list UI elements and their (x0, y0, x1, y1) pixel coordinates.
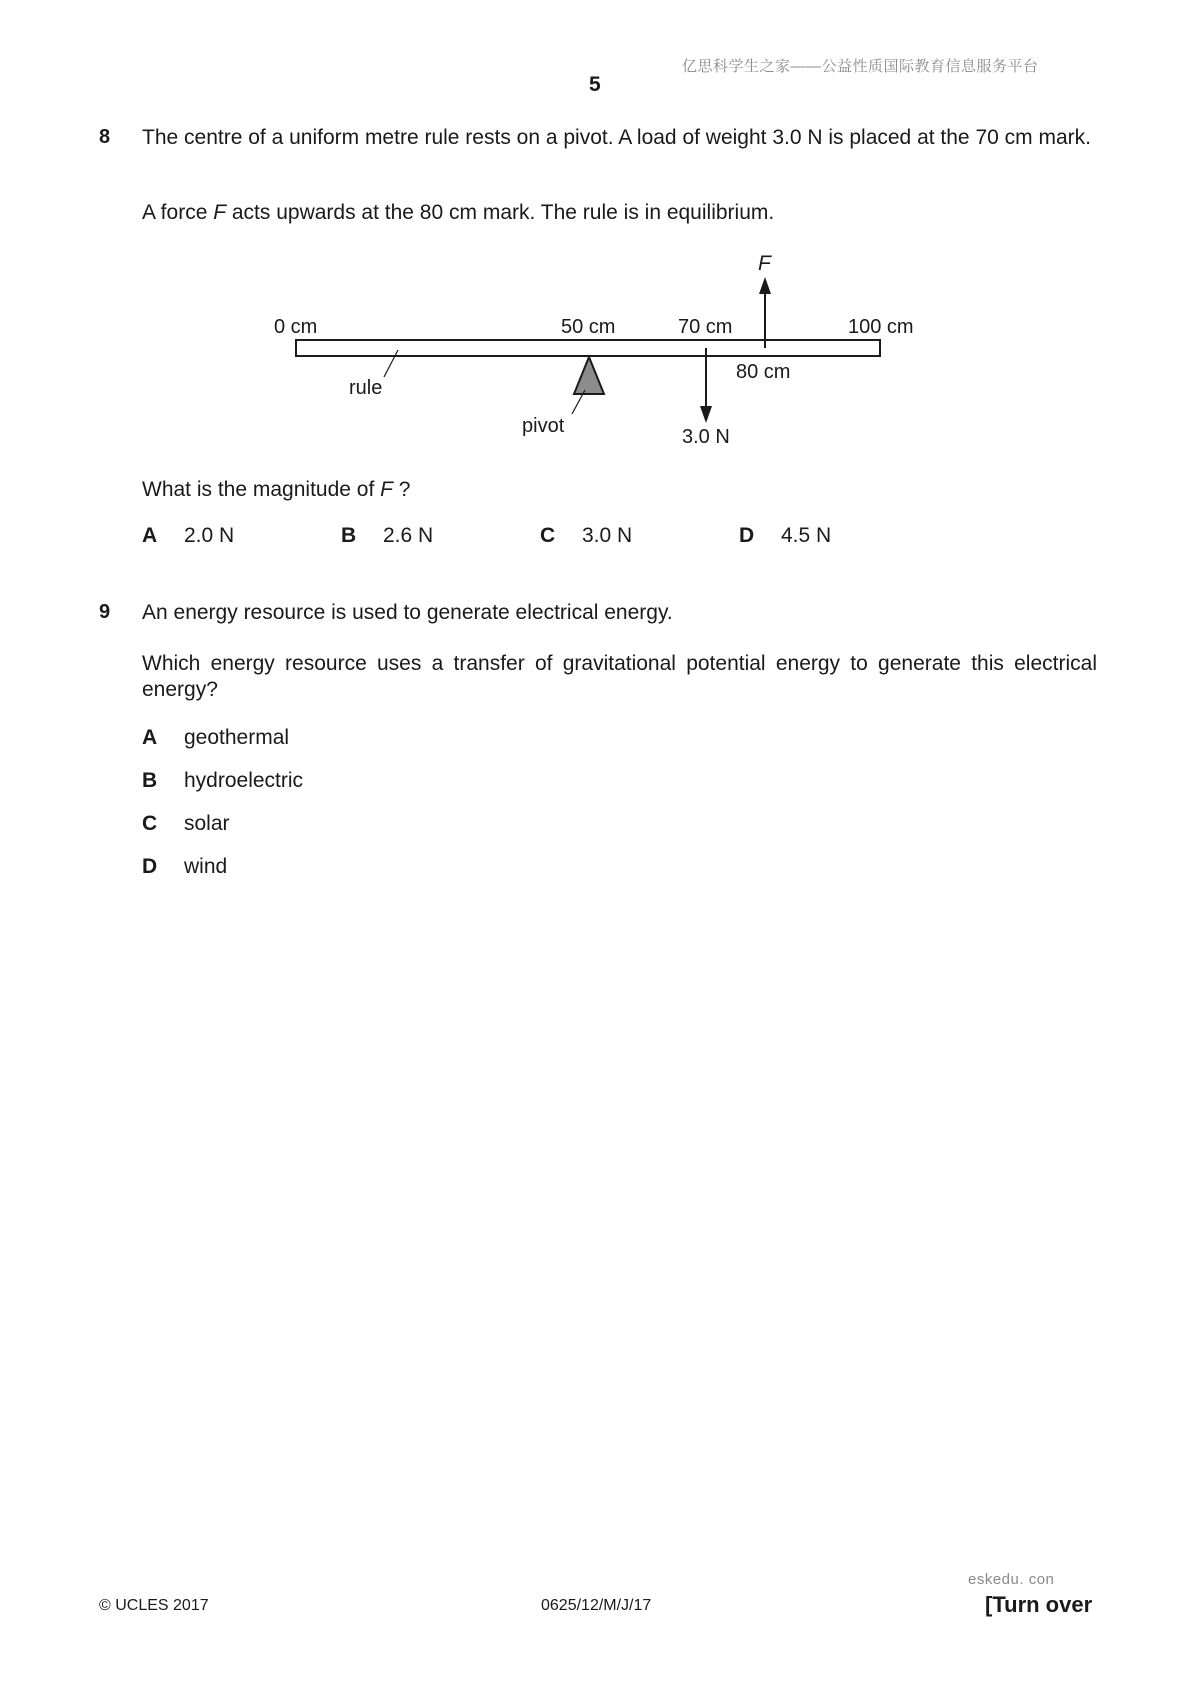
question-9-stem: An energy resource is used to generate electrical energy. (142, 601, 673, 624)
q9-option-d-text: wind (184, 855, 228, 878)
prompt-pre: What is the magnitude of (142, 478, 381, 501)
q8-option-b-letter: B (341, 524, 357, 547)
question-8-stem: The centre of a uniform metre rule rests on a pivot. A load of weight 3.0 N is placed at the 70 cm mark. (142, 126, 1091, 149)
question-9-number: 9 (99, 601, 111, 623)
stem2-pre: A force (142, 201, 214, 224)
label-0cm: 0 cm (274, 316, 318, 338)
q9-option-d-letter: D (142, 855, 158, 878)
label-force-F: F (758, 252, 771, 275)
pivot-triangle (574, 357, 604, 394)
metre-rule-diagram (0, 0, 1190, 460)
footer-paper-code: 0625/12/M/J/17 (541, 1597, 652, 1614)
stem2-force-symbol: F (213, 201, 227, 224)
label-pivot: pivot (522, 415, 565, 437)
question-9-prompt: Which energy resource uses a transfer of gravitational potential energy to generate this electrical energy? (142, 652, 1097, 701)
question-8-number: 8 (99, 126, 111, 148)
footer-copyright: © UCLES 2017 (99, 1597, 209, 1614)
footer-turn-over: [Turn over (985, 1592, 1093, 1617)
q9-option-c-letter: C (142, 812, 158, 835)
label-80cm: 80 cm (736, 361, 791, 383)
label-load: 3.0 N (682, 426, 730, 448)
q8-option-a-text: 2.0 N (184, 524, 235, 547)
prompt-post: ? (392, 478, 411, 501)
q8-option-d-letter: D (739, 524, 755, 547)
label-100cm: 100 cm (848, 316, 914, 338)
footer-watermark: eskedu. con (968, 1571, 1055, 1588)
header-watermark: 亿思科学生之家——公益性质国际教育信息服务平台 (682, 58, 1039, 75)
label-50cm: 50 cm (561, 316, 616, 338)
q8-option-d-text: 4.5 N (781, 524, 832, 547)
label-rule: rule (349, 377, 383, 399)
q9-option-c-text: solar (184, 812, 230, 835)
page-number: 5 (589, 73, 601, 96)
force-arrow-head (759, 277, 771, 294)
q8-option-c-letter: C (540, 524, 556, 547)
metre-rule (296, 340, 880, 356)
q9-option-b-letter: B (142, 769, 158, 792)
q8-option-c-text: 3.0 N (582, 524, 633, 547)
q9-option-a-letter: A (142, 726, 158, 749)
q8-option-a-letter: A (142, 524, 158, 547)
prompt-force-symbol: F (380, 478, 393, 501)
q9-option-a-text: geothermal (184, 726, 290, 749)
label-70cm: 70 cm (678, 316, 733, 338)
question-8-prompt (142, 477, 410, 503)
load-arrow-head (700, 406, 712, 423)
stem2-post: acts upwards at the 80 cm mark. The rule is in equilibrium. (226, 201, 775, 224)
q9-option-b-text: hydroelectric (184, 769, 304, 792)
q8-option-b-text: 2.6 N (383, 524, 434, 547)
